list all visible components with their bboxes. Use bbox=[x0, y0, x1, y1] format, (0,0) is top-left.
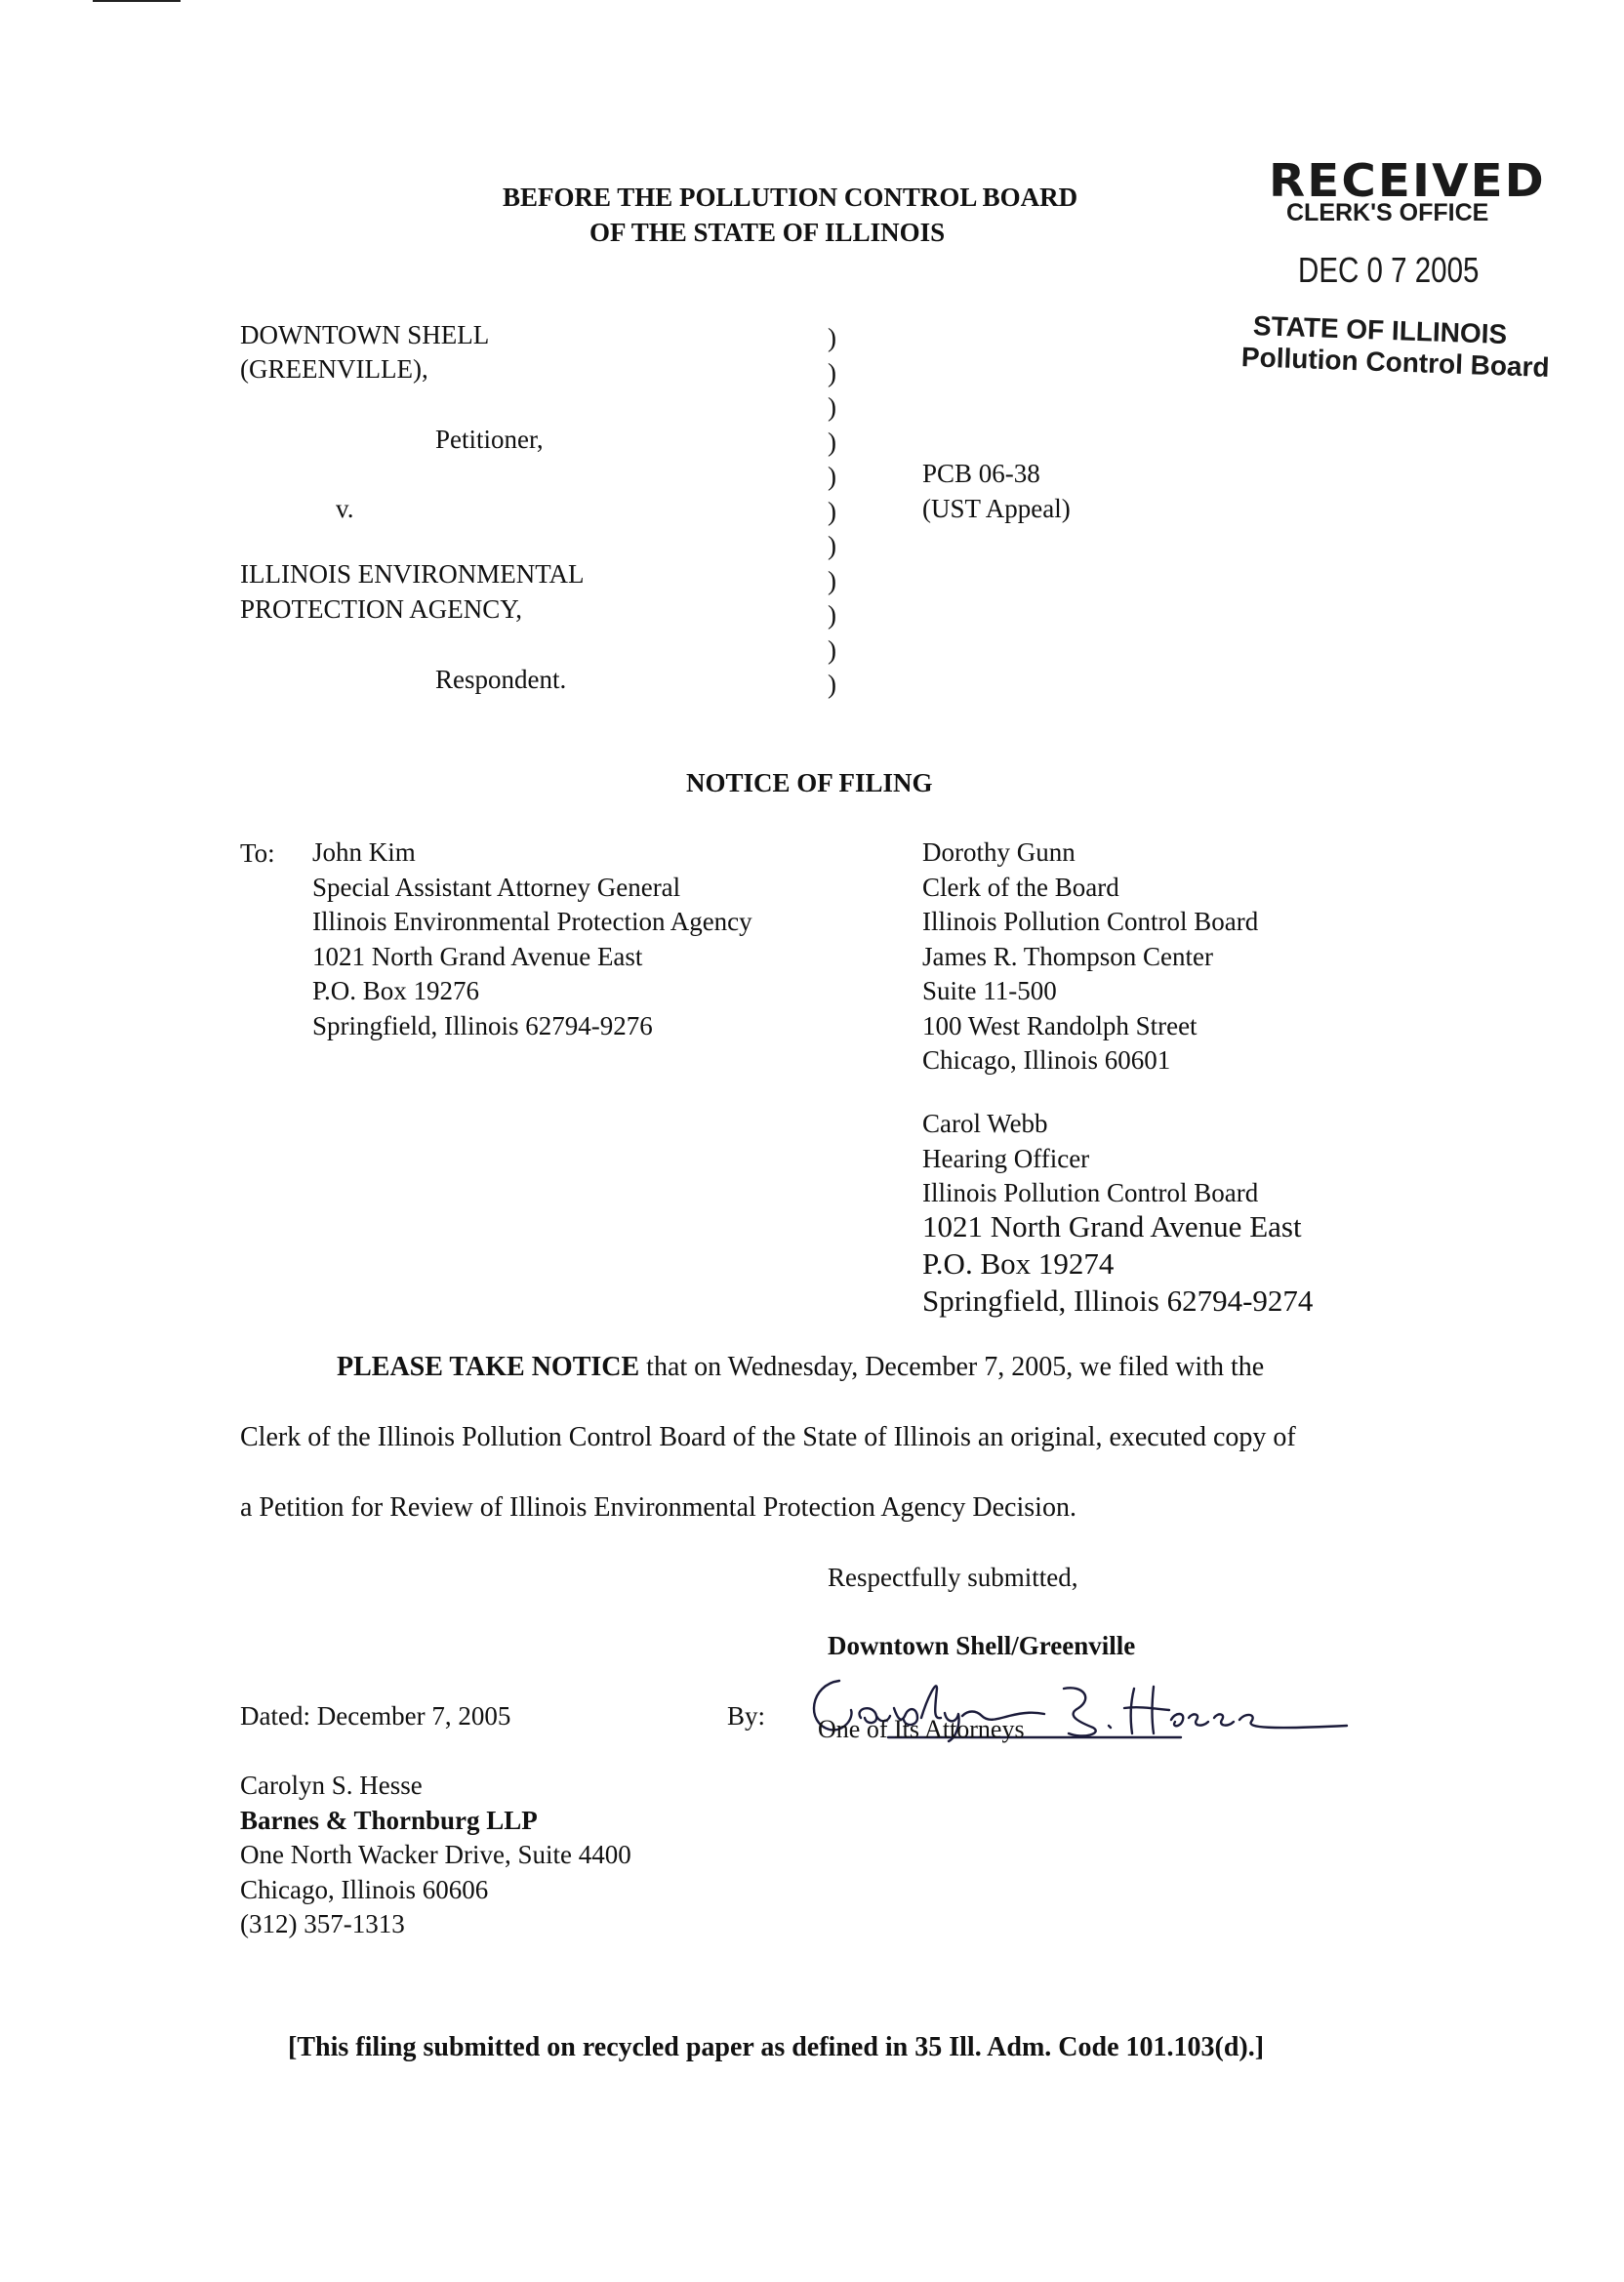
notice-text: that on Wednesday, December 7, 2005, we filed with the bbox=[639, 1352, 1265, 1382]
notice-paragraph-line-2: Clerk of the Illinois Pollution Control Board of the State of Illinois an original, executed copy of bbox=[240, 1422, 1296, 1452]
by-label: By: bbox=[727, 1701, 766, 1731]
court-heading-line-2: OF THE STATE OF ILLINOIS bbox=[589, 218, 946, 247]
stamp-board: Pollution Control Board bbox=[1240, 342, 1551, 384]
dated: Dated: December 7, 2005 bbox=[240, 1701, 511, 1731]
recipient-line: Suite 11-500 bbox=[922, 976, 1057, 1005]
respondent-label: Respondent. bbox=[435, 665, 567, 694]
caption-paren: ) bbox=[828, 357, 836, 387]
recipient-line: James R. Thompson Center bbox=[922, 941, 1213, 971]
recipient-block-hearing-officer-address bbox=[922, 1208, 1313, 1320]
caption-parens bbox=[828, 321, 836, 703]
recipient-line: Illinois Pollution Control Board bbox=[922, 907, 1259, 936]
caption-paren: ) bbox=[828, 670, 836, 699]
notice-lead: PLEASE TAKE NOTICE bbox=[337, 1352, 640, 1382]
recipient-line: Illinois Environmental Protection Agency bbox=[312, 907, 752, 936]
caption-paren: ) bbox=[828, 565, 836, 595]
document-title: NOTICE OF FILING bbox=[686, 768, 933, 797]
attorney-name: Carolyn S. Hesse bbox=[240, 1771, 423, 1800]
petitioner-name-line-2: (GREENVILLE), bbox=[240, 354, 428, 384]
versus: v. bbox=[336, 494, 354, 523]
caption-paren: ) bbox=[828, 323, 836, 352]
petitioner-name-line-1: DOWNTOWN SHELL bbox=[240, 320, 490, 349]
attorney-address-2: Chicago, Illinois 60606 bbox=[240, 1874, 489, 1904]
footer-note: [This filing submitted on recycled paper as defined in 35 Ill. Adm. Code 101.103(d).] bbox=[288, 2032, 1265, 2062]
caption-paren: ) bbox=[828, 600, 836, 630]
recipient-line: Dorothy Gunn bbox=[922, 837, 1076, 867]
recipient-line: 1021 North Grand Avenue East bbox=[922, 1209, 1302, 1243]
recipient-line: Hearing Officer bbox=[922, 1143, 1090, 1173]
client-name: Downtown Shell/Greenville bbox=[828, 1631, 1136, 1660]
caption-paren: ) bbox=[828, 462, 836, 491]
respondent-name-line-1: ILLINOIS ENVIRONMENTAL bbox=[240, 559, 585, 589]
respondent-name-line-2: PROTECTION AGENCY, bbox=[240, 594, 523, 624]
recipient-line: 1021 North Grand Avenue East bbox=[312, 941, 643, 971]
stamp-received: RECEIVED bbox=[1269, 154, 1546, 207]
recipient-block-clerk bbox=[922, 835, 1258, 1079]
caption-paren: ) bbox=[828, 634, 836, 665]
attorney-block bbox=[240, 1769, 631, 1942]
recipient-line: P.O. Box 19274 bbox=[922, 1246, 1115, 1281]
caption-paren: ) bbox=[828, 392, 836, 422]
to-label: To: bbox=[240, 838, 275, 868]
recipient-line: John Kim bbox=[312, 837, 416, 867]
signature-caption: One of Its Attorneys bbox=[818, 1715, 1025, 1743]
recipient-block-left bbox=[312, 835, 752, 1043]
recipient-line: Chicago, Illinois 60601 bbox=[922, 1045, 1171, 1075]
notice-paragraph-line-1 bbox=[337, 1350, 1264, 1385]
recipient-line: Special Assistant Attorney General bbox=[312, 872, 681, 902]
stamp-date: DEC 0 7 2005 bbox=[1298, 250, 1480, 290]
stamp-state: STATE OF ILLINOIS bbox=[1252, 310, 1508, 350]
recipient-line: P.O. Box 19276 bbox=[312, 976, 480, 1005]
case-number: PCB 06-38 bbox=[922, 459, 1040, 488]
notice-paragraph-line-3: a Petition for Review of Illinois Environmental Protection Agency Decision. bbox=[240, 1492, 1076, 1523]
corner-mark bbox=[93, 0, 181, 2]
closing: Respectfully submitted, bbox=[828, 1563, 1078, 1592]
recipient-line: Springfield, Illinois 62794-9276 bbox=[312, 1010, 653, 1040]
caption-paren: ) bbox=[828, 531, 836, 560]
attorney-address-1: One North Wacker Drive, Suite 4400 bbox=[240, 1840, 631, 1869]
stamp-clerks-office: CLERK'S OFFICE bbox=[1286, 199, 1489, 226]
recipient-line: Clerk of the Board bbox=[922, 872, 1119, 902]
attorney-firm: Barnes & Thornburg LLP bbox=[240, 1805, 538, 1835]
case-type: (UST Appeal) bbox=[922, 494, 1071, 523]
recipient-line: 100 West Randolph Street bbox=[922, 1010, 1198, 1040]
attorney-phone: (312) 357-1313 bbox=[240, 1909, 405, 1938]
caption-paren: ) bbox=[828, 496, 836, 526]
caption-paren: ) bbox=[828, 427, 836, 457]
recipient-block-hearing-officer bbox=[922, 1107, 1258, 1211]
recipient-line: Carol Webb bbox=[922, 1109, 1048, 1138]
petitioner-label: Petitioner, bbox=[435, 425, 544, 454]
recipient-line: Springfield, Illinois 62794-9274 bbox=[922, 1284, 1314, 1318]
recipient-line: Illinois Pollution Control Board bbox=[922, 1178, 1259, 1207]
court-heading-line-1: BEFORE THE POLLUTION CONTROL BOARD bbox=[503, 183, 1078, 212]
